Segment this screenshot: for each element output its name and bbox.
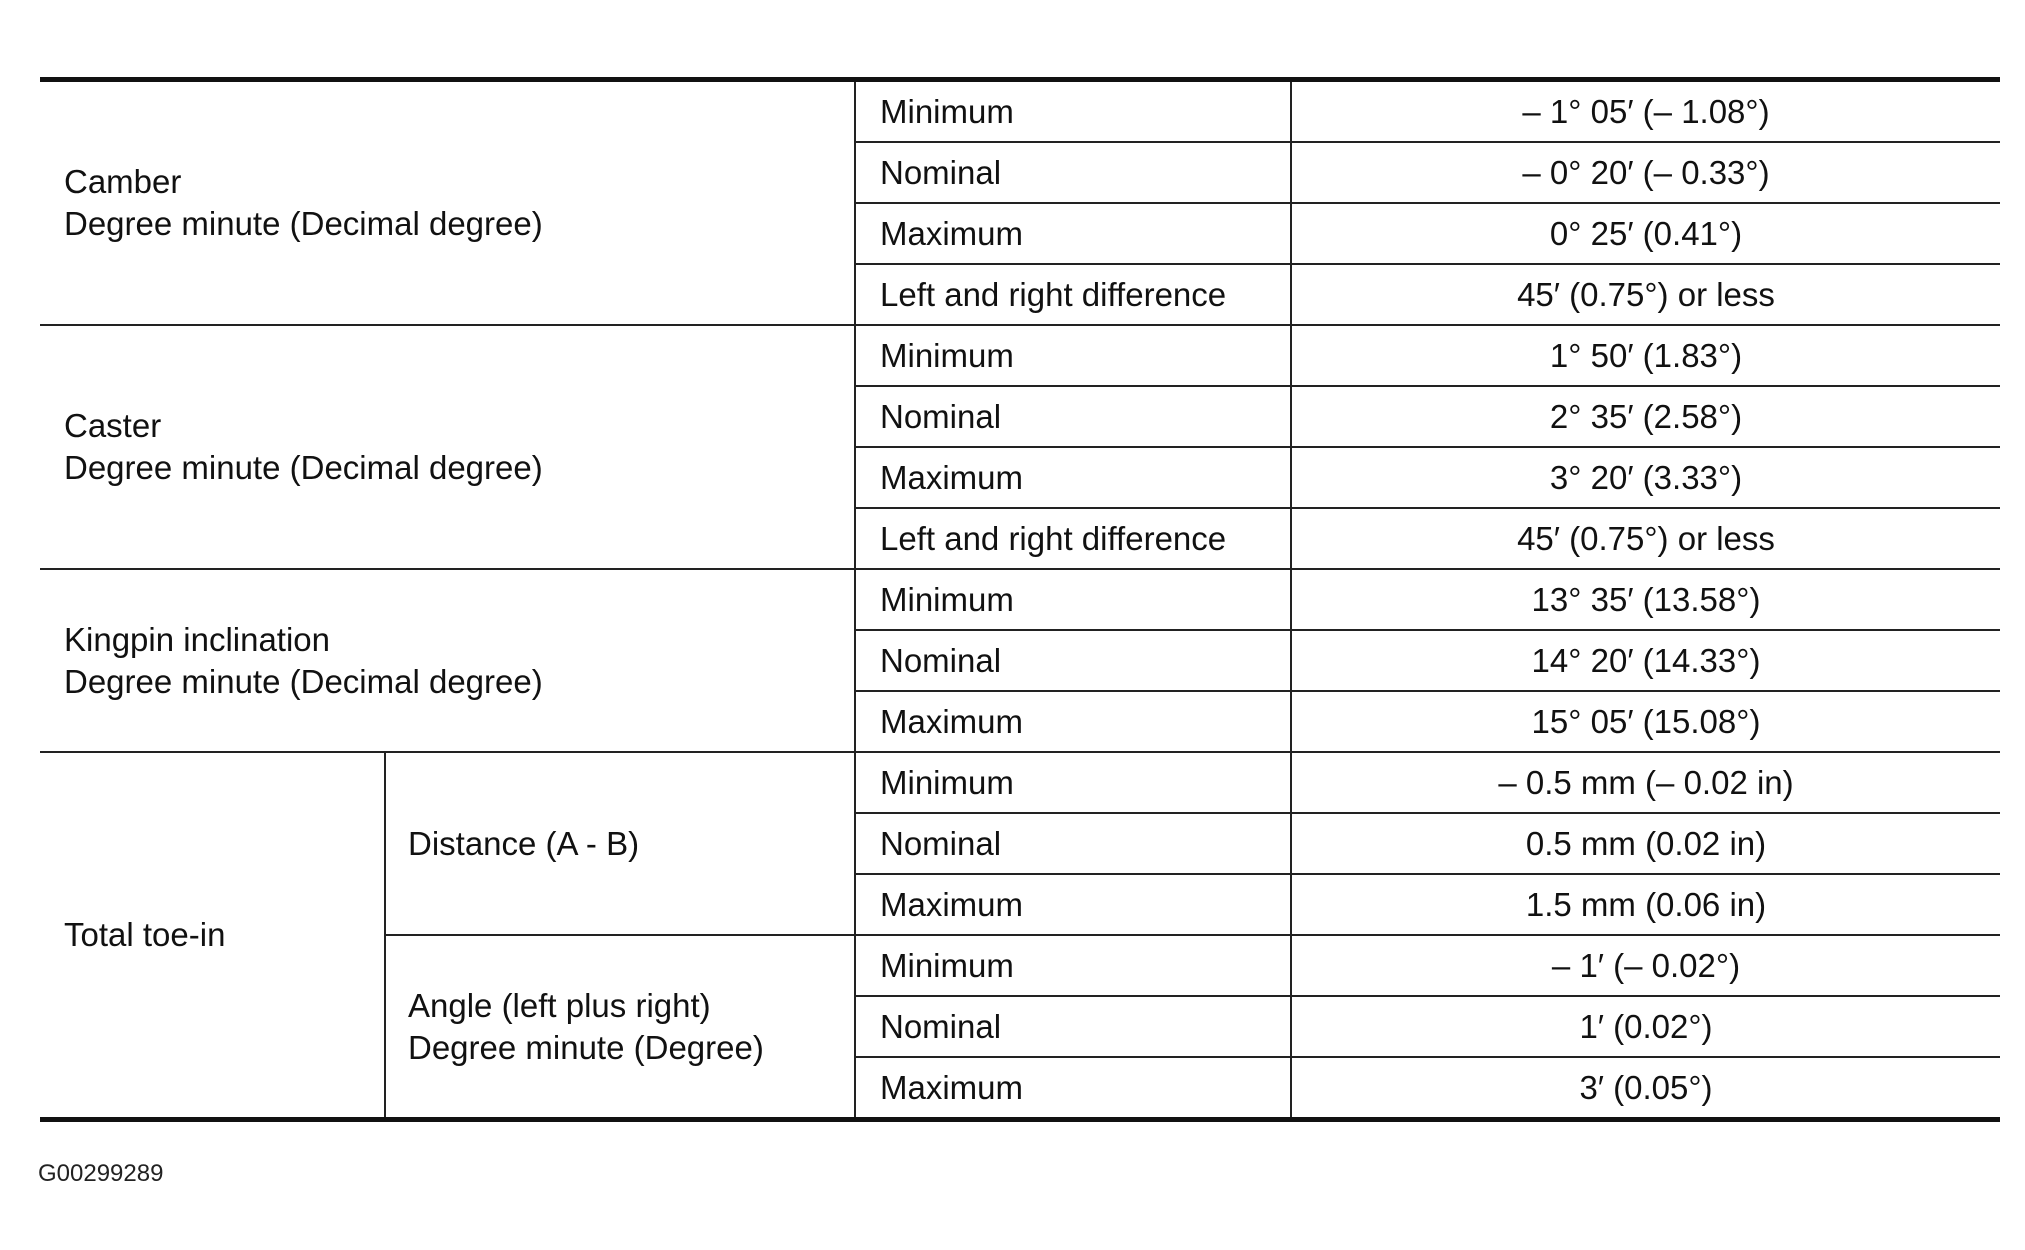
row-value: 1.5 mm (0.06 in) — [1291, 874, 2000, 935]
row-value: – 1° 05′ (– 1.08°) — [1291, 80, 2000, 143]
table-row — [40, 80, 2000, 143]
figure-id: G00299289 — [38, 1160, 164, 1187]
row-label: Nominal — [855, 996, 1291, 1057]
toe-in-title: Total toe-in — [64, 916, 226, 953]
table-row — [40, 752, 2000, 813]
row-label: Minimum — [855, 325, 1291, 386]
angle-subgroup-cell — [385, 935, 855, 1120]
camber-title: Camber — [64, 163, 182, 200]
row-label: Maximum — [855, 203, 1291, 264]
caster-unit: Degree minute (Decimal degree) — [64, 449, 543, 486]
kingpin-group-cell — [40, 569, 855, 752]
row-value: 45′ (0.75°) or less — [1291, 264, 2000, 325]
camber-group-cell — [40, 80, 855, 326]
row-label: Left and right difference — [855, 264, 1291, 325]
row-value: 0.5 mm (0.02 in) — [1291, 813, 2000, 874]
angle-title: Angle (left plus right) — [408, 986, 711, 1024]
row-value: – 0° 20′ (– 0.33°) — [1291, 142, 2000, 203]
table-row — [40, 569, 2000, 630]
row-label: Maximum — [855, 691, 1291, 752]
row-value: 15° 05′ (15.08°) — [1291, 691, 2000, 752]
row-label: Minimum — [855, 569, 1291, 630]
row-value: 45′ (0.75°) or less — [1291, 508, 2000, 569]
camber-unit: Degree minute (Decimal degree) — [64, 205, 543, 242]
row-label: Left and right difference — [855, 508, 1291, 569]
row-label: Maximum — [855, 874, 1291, 935]
row-value: 3° 20′ (3.33°) — [1291, 447, 2000, 508]
row-label: Maximum — [855, 447, 1291, 508]
row-label: Maximum — [855, 1057, 1291, 1120]
row-value: 3′ (0.05°) — [1291, 1057, 2000, 1120]
row-value: 1° 50′ (1.83°) — [1291, 325, 2000, 386]
distance-subgroup-cell — [385, 752, 855, 935]
row-value: 13° 35′ (13.58°) — [1291, 569, 2000, 630]
caster-title: Caster — [64, 407, 162, 444]
row-label: Nominal — [855, 142, 1291, 203]
row-value: 14° 20′ (14.33°) — [1291, 630, 2000, 691]
row-label: Minimum — [855, 80, 1291, 143]
kingpin-title: Kingpin inclination — [64, 620, 331, 658]
row-value: – 0.5 mm (– 0.02 in) — [1291, 752, 2000, 813]
row-value: 1′ (0.02°) — [1291, 996, 2000, 1057]
row-label: Nominal — [855, 813, 1291, 874]
table-row — [40, 325, 2000, 386]
distance-title: Distance (A - B) — [408, 824, 640, 862]
alignment-spec-table — [40, 77, 2000, 1122]
caster-group-cell — [40, 325, 855, 569]
kingpin-unit: Degree minute (Decimal degree) — [64, 662, 543, 700]
row-label: Minimum — [855, 752, 1291, 813]
toe-in-group-cell — [40, 752, 385, 1120]
row-label: Nominal — [855, 630, 1291, 691]
row-label: Nominal — [855, 386, 1291, 447]
row-value: 2° 35′ (2.58°) — [1291, 386, 2000, 447]
row-value: 0° 25′ (0.41°) — [1291, 203, 2000, 264]
angle-unit: Degree minute (Degree) — [408, 1028, 764, 1066]
row-value: – 1′ (– 0.02°) — [1291, 935, 2000, 996]
row-label: Minimum — [855, 935, 1291, 996]
